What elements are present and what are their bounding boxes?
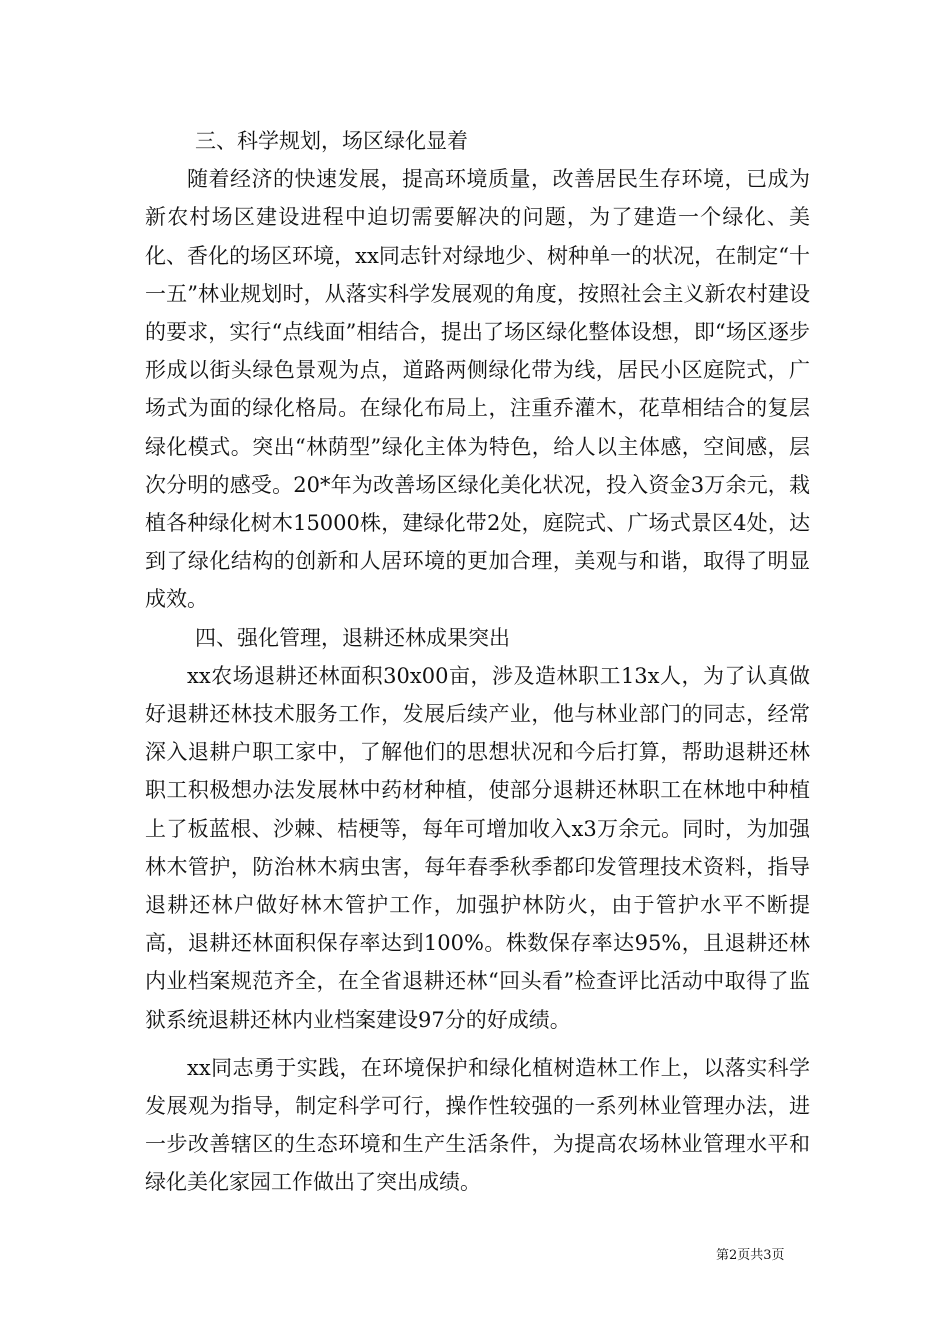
section-3-paragraph: 随着经济的快速发展，提高环境质量，改善居民生存环境，已成为新农村场区建设进程中迫切需要解决的问题，为了建造一个绿化、美化、香化的场区环境，xx同志针对绿地少、树种单一的状况，在制定“十一五”林业规划时，从落实科学发展观的角度，按照社会主义新农村建设的要求，实行“点线面”相结合，提出了场区绿化整体设想，即“场区逐步形成以街头绿色景观为点，道路两侧绿化带为线，居民小区庭院式，广场式为面的绿化格局。在绿化布局上，注重乔灌木，花草相结合的复层绿化模式。突出“林荫型”绿化主体为特色，给人以主体感，空间感，层次分明的感受。20*年为改善场区绿化美化状况，投入资金3万余元，栽植各种绿化树木15000株，建绿化带2处，庭院式、广场式景区4处，达到了绿化结构的创新和人居环境的更加合理，美观与和谐，取得了明显成效。 (145, 167, 810, 612)
page-number-footer: 第2页共3页 (716, 1248, 785, 1263)
document-body (145, 122, 810, 1202)
section-4-paragraph: xx农场退耕还林面积30x00亩，涉及造林职工13x人，为了认真做好退耕还林技术服务工作，发展后续产业，他与林业部门的同志，经常深入退耕户职工家中，了解他们的思想状况和今后打算，帮助退耕还林职工积极想办法发展林中药材种植，使部分退耕还林职工在林地中种植上了板蓝根、沙棘、桔梗等，每年可增加收入x3万余元。同时，为加强林木管护，防治林木病虫害，每年春季秋季都印发管理技术资料，指导退耕还林户做好林木管护工作，加强护林防火，由于管护水平不断提高，退耕还林面积保存率达到100%。株数保存率达95%，且退耕还林内业档案规范齐全，在全省退耕还林“回头看”检查评比活动中取得了监狱系统退耕还林内业档案建设97分的好成绩。 (145, 663, 810, 1032)
section-3-heading: 三、科学规划，场区绿化显着 (195, 129, 468, 153)
closing-paragraph: xx同志勇于实践，在环境保护和绿化植树造林工作上，以落实科学发展观为指导，制定科学可行，操作性较强的一系列林业管理办法，进一步改善辖区的生态环境和生产生活条件，为提高农场林业管理水平和绿化美化家园工作做出了突出成绩。 (145, 1055, 810, 1195)
section-4-heading: 四、强化管理，退耕还林成果突出 (195, 625, 510, 650)
